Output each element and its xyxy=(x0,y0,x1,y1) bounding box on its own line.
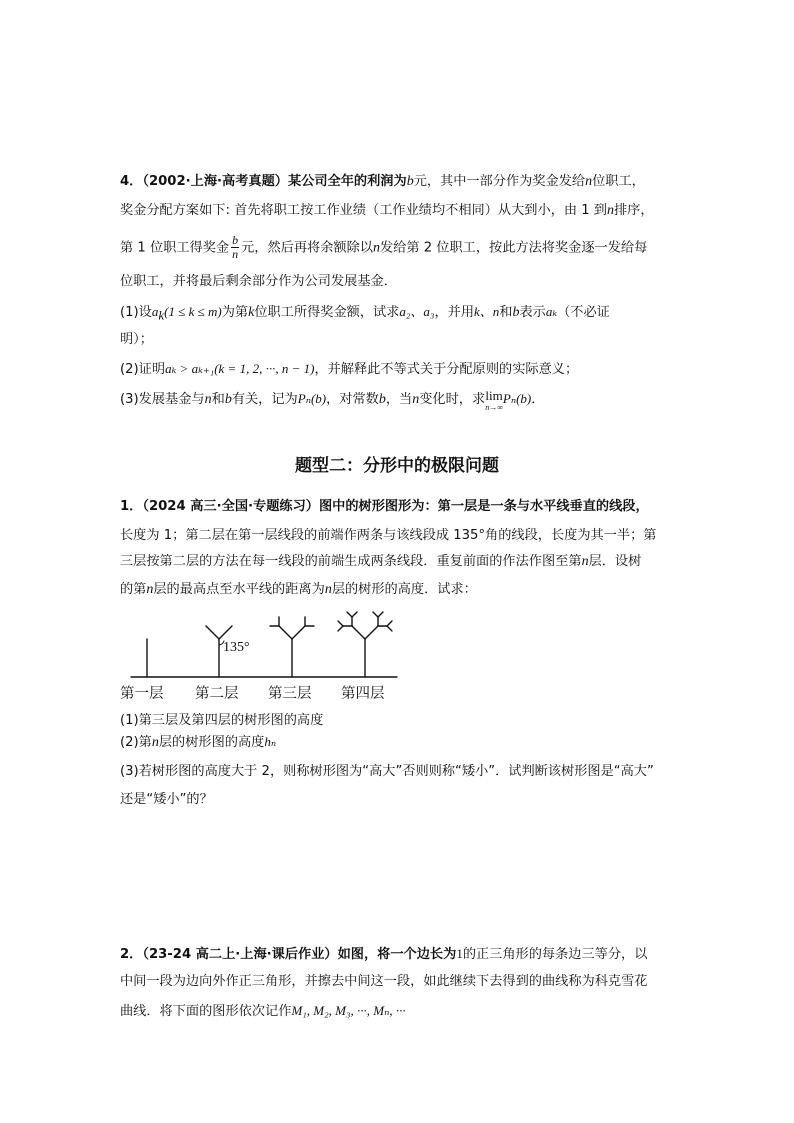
p1-question-3-line-2: 还是“矮小”的？ xyxy=(120,792,213,807)
math-m-sequence: M₁, M₂, M₃, ···, Mₙ, ··· xyxy=(291,1003,406,1018)
p2-line-1 xyxy=(120,945,647,964)
math-a2-a3: a₂、a₃ xyxy=(399,304,435,319)
q4-number-source: 4．（2002·上海·高考真题）某公司全年的利润为 xyxy=(120,174,407,189)
fraction-denominator: n xyxy=(232,247,239,261)
fraction-b-over-n xyxy=(231,234,239,261)
var-n: n xyxy=(585,174,593,189)
fraction-numerator: b xyxy=(232,233,239,247)
p1-question-1: (1)第三层及第四层的树形图的高度 xyxy=(120,713,324,728)
section-heading: 题型二：分形中的极限问题 xyxy=(295,456,499,476)
p1-text: 三层按第二层的方法在每一线段的前端生成两条线段．重复前面的作法作图至第 xyxy=(120,554,582,569)
fractal-tree-figure xyxy=(125,600,405,682)
var-n: n xyxy=(146,582,154,597)
p1-line-2 xyxy=(120,527,656,545)
p1-text: 层的树形图的高度 xyxy=(158,735,265,750)
q4-text: 奖金分配方案如下: 首先将职工按工作业绩（工作业绩均不相同）从大到小，由 1 到 xyxy=(120,203,607,218)
q4-text: 排序， xyxy=(613,203,654,218)
q4-text: （不必证 xyxy=(557,305,610,320)
var-n: n xyxy=(151,735,159,750)
p1-line-3 xyxy=(120,553,641,571)
var-n: n xyxy=(581,554,589,569)
layer-label-3: 第三层 xyxy=(268,686,312,702)
math-pn-b: Pₙ(b) xyxy=(297,391,327,406)
q4-text: (1)设 xyxy=(120,305,152,320)
math-pn-b: Pₙ(b) xyxy=(502,391,532,406)
var-k: k xyxy=(248,305,255,320)
math-ak: aₖ xyxy=(545,304,558,319)
q4-line-5 xyxy=(120,303,610,325)
q4-line-1 xyxy=(120,173,645,191)
var-n: n xyxy=(606,203,614,218)
q4-text: ． xyxy=(531,392,545,407)
q4-text: 和 xyxy=(211,392,225,407)
q4-line-4: 位职工，并将最后剩余部分作为公司发展基金． xyxy=(120,274,397,289)
q4-text: ，并用 xyxy=(434,305,475,320)
p1-line-1 xyxy=(120,498,649,516)
q4-text: ，对常数 xyxy=(326,392,379,407)
q4-text: (3)发展基金与 xyxy=(120,392,205,407)
p2-text: 2．（23-24 高二上·上海·课后作业）如图，将一个边长为 xyxy=(120,947,457,962)
p2-line-3 xyxy=(120,1002,406,1021)
limit-operator xyxy=(485,390,503,414)
p1-question-3-line-1: (3)若树形图的高度大于 2，则称树形图为“高大”否则则称“矮小”．试判断该树形图是“高大” xyxy=(120,764,654,779)
layer-label-2: 第二层 xyxy=(195,686,239,702)
var-b: b xyxy=(512,305,520,320)
q4-text: 为第 xyxy=(221,305,249,320)
q4-line-7 xyxy=(120,360,578,379)
p2-text: 的正三角形的每条边三等分，以 xyxy=(462,947,648,962)
p1-text: 1．（2024 高三·全国·专题练习）图中的树形图形为：第一层是一条与水平线垂直的线段， xyxy=(120,499,649,514)
p1-text: 层．设树 xyxy=(588,554,642,569)
math-a: a xyxy=(151,304,159,319)
var-n: n xyxy=(372,240,380,256)
var-n: n xyxy=(204,392,212,407)
q4-text: ，并解释此不等式关于分配原则的实际意义； xyxy=(314,362,579,377)
q4-text: (2)证明 xyxy=(120,362,166,377)
p1-question-2 xyxy=(120,733,276,752)
math-inequality: aₖ > aₖ₊₁(k = 1, 2, ···, n − 1) xyxy=(165,361,315,376)
p1-text: (2)第 xyxy=(120,735,152,750)
var-n: n xyxy=(412,392,420,407)
q4-text: 位职工， xyxy=(592,174,645,189)
var-n: n xyxy=(324,582,332,597)
p1-text: 层的最高点至水平线的距离为 xyxy=(153,582,325,597)
q4-text: 表示 xyxy=(519,305,546,320)
math-k-n: k、n xyxy=(474,304,500,319)
q4-text: 变化时，求 xyxy=(419,392,486,407)
q4-text: 发给第 2 位职工，按此方法将奖金逐一发给每 xyxy=(379,240,648,256)
number-one: 1 xyxy=(456,946,463,961)
tree-layer-3 xyxy=(270,617,314,677)
p2-text: 曲线．将下面的图形依次记作 xyxy=(120,1004,292,1019)
q4-text: 位职工所得奖金额，试求 xyxy=(254,305,400,320)
angle-label: 135° xyxy=(223,640,250,655)
q4-line-8 xyxy=(120,390,544,414)
var-b: b xyxy=(224,392,232,407)
q4-text: 和 xyxy=(499,305,513,320)
lim-text: lim xyxy=(485,388,503,403)
lim-subscript: n→∞ xyxy=(485,403,503,412)
p2-line-2: 中间一段为边向外作正三角形，并擦去中间这一段，如此继续下去得到的曲线称为科克雪花 xyxy=(120,974,648,989)
layer-label-4: 第四层 xyxy=(341,686,385,702)
math-range: (1 ≤ k ≤ m) xyxy=(164,304,222,319)
q4-text: ，当 xyxy=(385,392,413,407)
q4-line-3 xyxy=(120,234,647,261)
q4-line-2 xyxy=(120,202,654,220)
tree-layer-4 xyxy=(338,612,392,677)
p1-text: 长度为 1；第二层在第一层线段的前端作两条与该线段成 135°角的线段，长度为其一半；第 xyxy=(120,528,657,543)
var-b: b xyxy=(406,174,414,189)
p1-text: 层的树形的高度．试求： xyxy=(331,582,477,597)
q4-text: 元，其中一部分作为奖金发给 xyxy=(413,174,586,189)
q4-line-6: 明）； xyxy=(120,332,153,347)
math-sub: k xyxy=(158,307,165,323)
math-hn: hₙ xyxy=(264,734,277,749)
q4-text: 第 1 位职工得奖金 xyxy=(120,240,230,256)
p1-line-4 xyxy=(120,581,477,599)
q4-text: 元，然后再将余额除以 xyxy=(241,240,373,256)
p1-text: 的第 xyxy=(120,582,147,597)
var-b: b xyxy=(378,392,386,407)
q4-text: 有关，记为 xyxy=(231,392,298,407)
layer-label-1: 第一层 xyxy=(120,686,164,702)
